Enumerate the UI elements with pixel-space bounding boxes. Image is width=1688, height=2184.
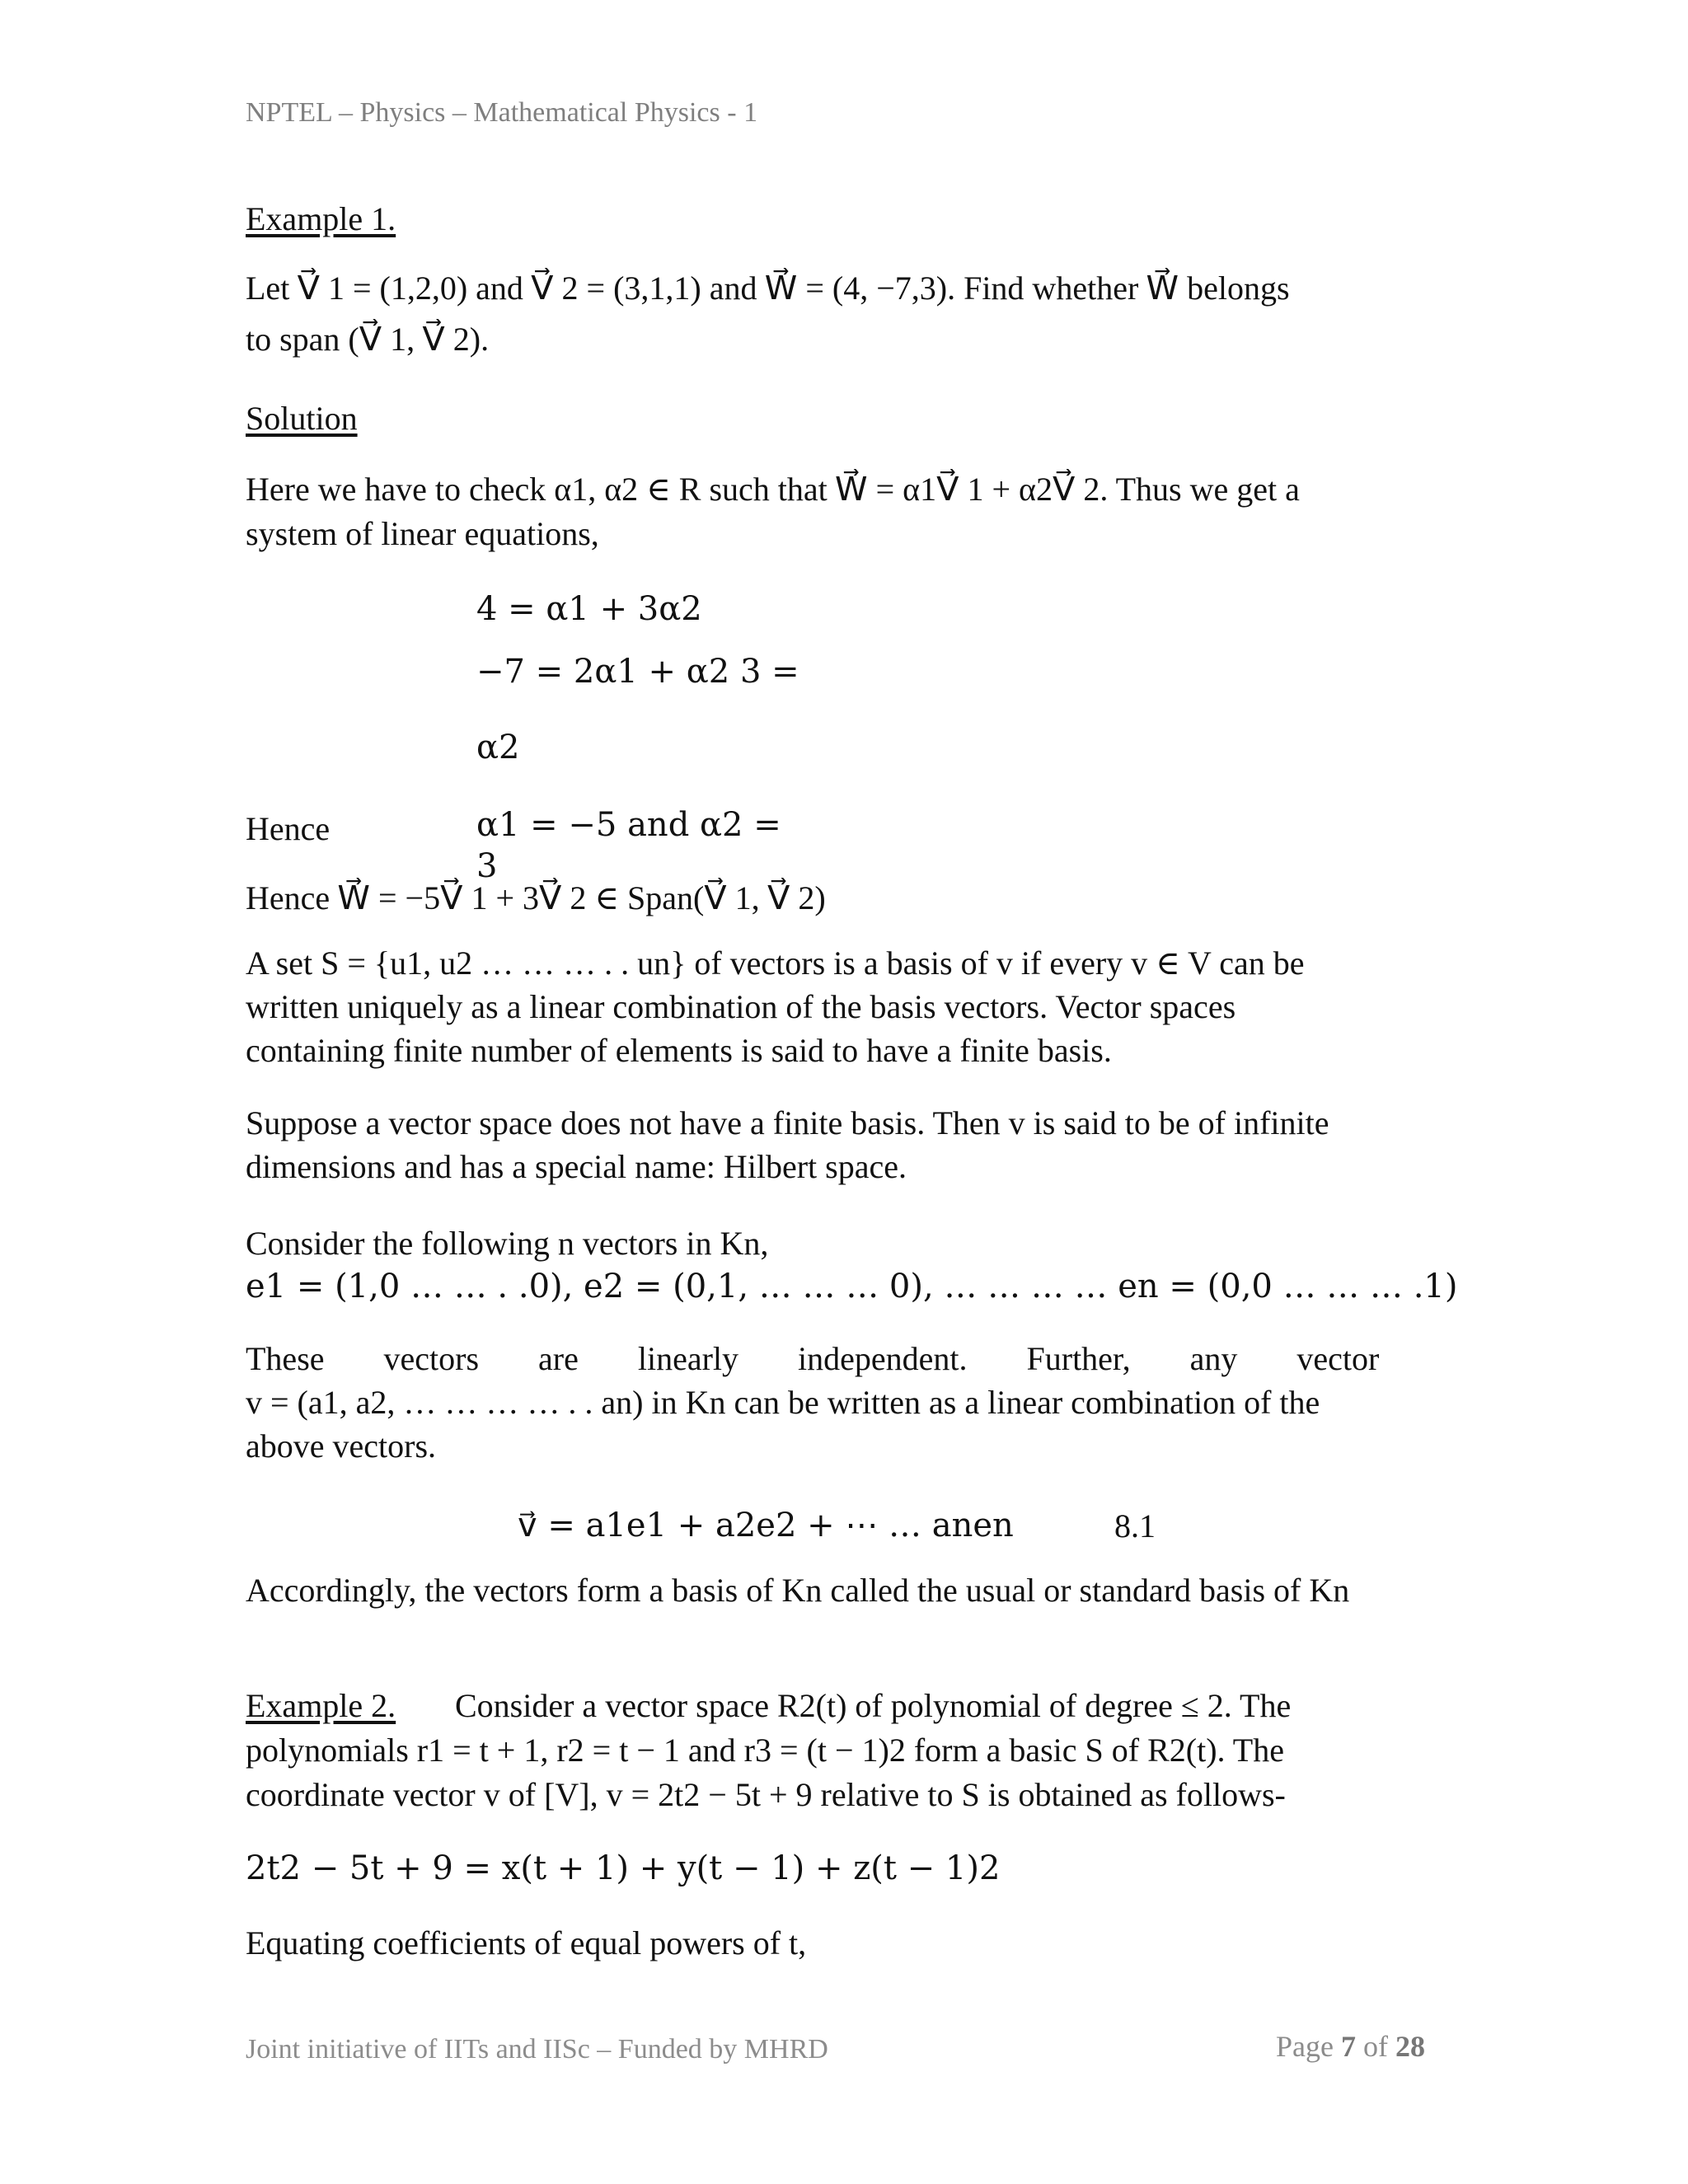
hence-values-line2: 3 bbox=[476, 847, 498, 885]
example2-heading: Example 2. bbox=[246, 1687, 396, 1724]
page-header: NPTEL – Physics – Mathematical Physics - 1 bbox=[246, 97, 758, 128]
basis-line3: containing finite number of elements is said to have a finite basis. bbox=[246, 1032, 1112, 1069]
hilbert-line1: Suppose a vector space does not have a finite basis. Then v is said to be of infinite bbox=[246, 1104, 1329, 1141]
independent-line2: v = (a1, a2, … … … … . . an) in Kn can be written as a linear combination of the bbox=[246, 1384, 1320, 1421]
accordingly-text: Accordingly, the vectors form a basis of Kn called the usual or standard basis of Kn bbox=[246, 1572, 1350, 1609]
example1-heading: Example 1. bbox=[246, 200, 396, 237]
page-footer-left: Joint initiative of IITs and IISc – Funded by MHRD bbox=[246, 2034, 828, 2064]
independent-paragraph bbox=[246, 1337, 1434, 1468]
page-prefix: Page bbox=[1276, 2030, 1341, 2063]
solution-heading: Solution bbox=[246, 400, 358, 437]
page-total: 28 bbox=[1395, 2030, 1425, 2063]
equation-2: −7 = 2α1 + α2 3 = bbox=[476, 653, 799, 691]
page-of: of bbox=[1355, 2030, 1395, 2063]
equation-8-1-number: 8.1 bbox=[1114, 1507, 1156, 1544]
consider-line1: Consider the following n vectors in Kn, bbox=[246, 1225, 769, 1262]
hence-values-line1: α1 = −5 and α2 = bbox=[476, 806, 781, 844]
equation-8-1: v⃗ = a1e1 + a2e2 + ⋯ … anen bbox=[518, 1507, 1014, 1544]
hence-span-line: Hence W⃗⃗ = −5V⃗⃗ 1 + 3V⃗⃗ 2 ∈ Span(V⃗⃗ 1, V⃗⃗ 2) bbox=[246, 879, 826, 916]
example2-line2: polynomials r1 = t + 1, r2 = t − 1 and r3 = (t − 1)2 form a basic S of R2(t). The bbox=[246, 1732, 1284, 1769]
hilbert-paragraph bbox=[246, 1101, 1434, 1188]
solution-text-line1: Here we have to check α1, α2 ∈ R such that W⃗⃗ = α1V⃗⃗ 1 + α2V⃗⃗ 2. Thus we get a bbox=[246, 471, 1300, 508]
basis-paragraph bbox=[246, 941, 1434, 1072]
equating-text: Equating coefficients of equal powers of t, bbox=[246, 1924, 807, 1961]
solution-text-line2: system of linear equations, bbox=[246, 515, 599, 552]
example1-statement-line2: to span (V⃗⃗ 1, V⃗⃗ 2). bbox=[246, 321, 490, 358]
example2-equation: 2t2 − 5t + 9 = x(t + 1) + y(t − 1) + z(t − 1)2 bbox=[246, 1849, 1001, 1887]
page-number bbox=[1276, 2029, 1425, 2064]
hence-label: Hence bbox=[246, 810, 331, 847]
page-current: 7 bbox=[1340, 2030, 1356, 2063]
basis-line2: written uniquely as a linear combination of the basis vectors. Vector spaces bbox=[246, 988, 1236, 1025]
unit-vectors-line: e1 = (1,0 … … . .0), e2 = (0,1, … … … 0), … … … … en = (0,0 … … … .1) bbox=[246, 1268, 1458, 1305]
example2-line3: coordinate vector v of [V], v = 2t2 − 5t + 9 relative to S is obtained as follows- bbox=[246, 1776, 1286, 1813]
independent-line3: above vectors. bbox=[246, 1427, 437, 1465]
example2-line1: Consider a vector space R2(t) of polynomial of degree ≤ 2. The bbox=[455, 1687, 1292, 1724]
equation-3: α2 bbox=[476, 729, 520, 766]
consider-paragraph bbox=[246, 1221, 1458, 1309]
basis-line1: A set S = {u1, u2 … … … . . un} of vectors is a basis of v if every v ∈ V can be bbox=[246, 944, 1305, 982]
example1-statement-line1: Let V⃗⃗ 1 = (1,2,0) and V⃗⃗ 2 = (3,1,1) and W⃗⃗ = (4, −7,3). Find whether W⃗⃗ belongs bbox=[246, 269, 1290, 307]
hilbert-line2: dimensions and has a special name: Hilbert space. bbox=[246, 1148, 907, 1185]
independent-line1: These vectors are linearly independent. Further, any vector bbox=[246, 1340, 1380, 1377]
equation-1: 4 = α1 + 3α2 bbox=[476, 590, 702, 628]
